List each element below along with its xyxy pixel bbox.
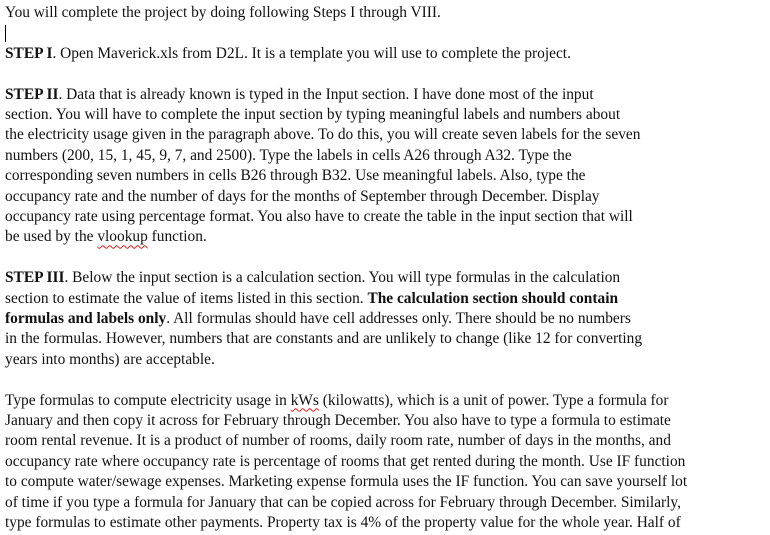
text-cursor-line	[5, 23, 767, 43]
step1-paragraph	[5, 44, 767, 64]
formulas-line: (kilowatts), which is a unit of power. Type a formula for	[318, 391, 669, 409]
formulas-paragraph	[5, 391, 767, 534]
step2-paragraph	[5, 85, 767, 248]
step2-line: occupancy rate and the number of days for the months of September through December. Display	[5, 187, 600, 205]
formulas-line: Type formulas to compute electricity usage in	[5, 391, 291, 409]
formulas-line: type formulas to estimate other payments. Property tax is 4% of the property value for the whole year. Half of	[5, 514, 681, 532]
spellcheck-word-kws[interactable]: kWs	[290, 391, 319, 409]
blank-line	[5, 248, 767, 268]
step2-label: STEP II	[5, 85, 59, 103]
intro-paragraph	[5, 3, 767, 23]
step2-line: the electricity usage given in the paragraph above. To do this, you will create seven labels for the seven	[5, 126, 641, 144]
blank-line	[5, 64, 767, 84]
step3-line: . All formulas should have cell addresses only. There should be no numbers	[166, 310, 631, 328]
step2-line: corresponding seven numbers in cells B26 through B32. Use meaningful labels. Also, type the	[5, 167, 586, 185]
step3-bold-text: formulas and labels only	[5, 310, 167, 328]
step3-bold-text: The calculation section should contain	[367, 289, 619, 307]
step3-line: years into months) are acceptable.	[5, 350, 215, 368]
step3-paragraph	[5, 268, 767, 370]
step3-line: . Below the input section is a calculation section. You will type formulas in the calculation	[64, 269, 621, 287]
step2-line: numbers (200, 15, 1, 45, 9, 7, and 2500). Type the labels in cells A26 through A32. Type the	[5, 146, 572, 164]
step2-line: section. You will have to complete the input section by typing meaningful labels and numbers about	[5, 106, 621, 123]
formulas-line: to compute water/sewage expenses. Marketing expense formula uses the IF function. You can save yourself lot	[5, 473, 688, 491]
step2-line: function.	[147, 228, 207, 246]
spellcheck-word-vlookup[interactable]: vlookup	[97, 228, 148, 246]
text-cursor	[5, 25, 6, 42]
document-page[interactable]	[5, 0, 767, 534]
step3-line: section to estimate the value of items listed in this section.	[5, 289, 368, 307]
intro-text: You will complete the project by doing following Steps I through VIII.	[5, 4, 441, 21]
step3-label: STEP III	[5, 269, 65, 287]
formulas-line: occupancy rate where occupancy rate is percentage of rooms that get rented during the month. Use IF function	[5, 452, 686, 470]
step2-line: occupancy rate using percentage format. You also have to create the table in the input section that will	[5, 208, 633, 226]
blank-line	[5, 370, 767, 390]
formulas-line: January and then copy it across for February through December. You also have to type a formula to estimate	[5, 412, 671, 430]
formulas-line: of time if you type a formula for January that can be copied across for February through December. Similarly,	[5, 493, 681, 511]
formulas-line: room rental revenue. It is a product of number of rooms, daily room rate, number of days in the months, and	[5, 432, 671, 450]
step2-line: . Data that is already known is typed in the Input section. I have done most of the input	[58, 85, 594, 103]
step3-line: in the formulas. However, numbers that are constants and are unlikely to change (like 12 for converting	[5, 330, 643, 348]
step1-label: STEP I	[5, 44, 53, 62]
step2-line: be used by the	[5, 228, 98, 246]
step1-text: . Open Maverick.xls from D2L. It is a template you will use to complete the project.	[52, 44, 571, 62]
